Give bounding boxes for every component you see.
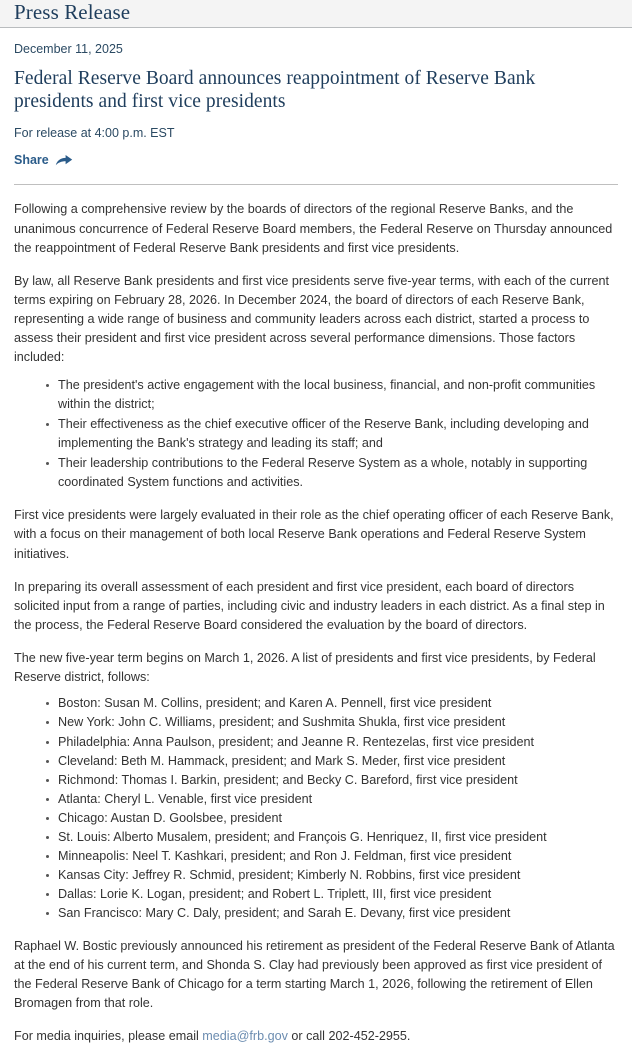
- list-item-atlanta: Atlanta: Cheryl L. Venable, first vice president: [46, 790, 618, 809]
- paragraph-assessment-process: In preparing its overall assessment of each president and first vice president, each board of directors solicited input from a range of parties, including civic and industry leaders in each district. As a final step in the process, the Federal Reserve Board considered the evaluation by the board of directors.: [14, 579, 605, 633]
- list-item-san-francisco: San Francisco: Mary C. Daly, president; and Sarah E. Devany, first vice president: [46, 904, 618, 923]
- article-headline: Federal Reserve Board announces reappointment of Reserve Bank presidents and first vice presidents: [14, 67, 536, 112]
- page-title: Press Release: [14, 0, 131, 24]
- paragraph-fvp-evaluation: First vice presidents were largely evaluated in their role as the chief operating officer of each Reserve Bank, with a focus on their management of both local Reserve Bank operations and Federal Reserve System initiatives.: [14, 508, 614, 561]
- list-item: The president's active engagement with the local business, financial, and non-profit communities within the district;: [46, 376, 618, 414]
- list-item-new-york: New York: John C. Williams, president; and Sushmita Shukla, first vice president: [46, 713, 618, 732]
- list-item-st-louis: St. Louis: Alberto Musalem, president; and François G. Henriquez, II, first vice president: [46, 828, 618, 847]
- district-appointments-list: [14, 694, 618, 922]
- media-suffix-text: or call 202-452-2955.: [287, 1029, 411, 1044]
- share-button[interactable]: [14, 154, 73, 167]
- list-item-chicago: Chicago: Austan D. Goolsbee, president: [46, 809, 618, 828]
- paragraph-new-term: The new five-year term begins on March 1, 2026. A list of presidents and first vice presidents, by Federal Reserve district, follows:: [14, 651, 596, 685]
- share-arrow-icon: [55, 154, 73, 167]
- list-item-boston: Boston: Susan M. Collins, president; and Karen A. Pennell, first vice president: [46, 694, 618, 713]
- list-item: Their effectiveness as the chief executive officer of the Reserve Bank, including developing and implementing the Bank's strategy and leading its staff; and: [46, 415, 618, 453]
- list-item-dallas: Dallas: Lorie K. Logan, president; and Robert L. Triplett, III, first vice president: [46, 885, 618, 904]
- release-date: December 11, 2025: [14, 42, 123, 56]
- page-header: [0, 0, 632, 28]
- media-prefix-text: For media inquiries, please email: [14, 1029, 203, 1044]
- assessment-factors-list: [14, 376, 618, 493]
- bottom-spacer: [14, 1046, 618, 1064]
- paragraph-terms: By law, all Reserve Bank presidents and first vice presidents serve five-year terms, with each of the current terms expiring on February 28, 2026. In December 2024, the board of directors of each Reserve Bank, representing a wide range of business and community leaders across each district, started a process to assess their president and first vice president across several performance dimensions. Those factors included:: [14, 273, 609, 365]
- share-label: Share: [14, 153, 49, 168]
- section-divider: [14, 184, 618, 185]
- list-item-minneapolis: Minneapolis: Neel T. Kashkari, president; and Ron J. Feldman, first vice president: [46, 847, 618, 866]
- article-body: [14, 200, 618, 1046]
- list-item-cleveland: Cleveland: Beth M. Hammack, president; and Mark S. Meder, first vice president: [46, 752, 618, 771]
- list-item-philadelphia: Philadelphia: Anna Paulson, president; and Jeanne R. Rentezelas, first vice president: [46, 733, 618, 752]
- list-item-richmond: Richmond: Thomas I. Barkin, president; and Becky C. Bareford, first vice president: [46, 771, 618, 790]
- paragraph-media-inquiries: [14, 1027, 618, 1046]
- paragraph-intro: Following a comprehensive review by the boards of directors of the regional Reserve Banks, and the unanimous concurrence of Federal Reserve Board members, the Federal Reserve on Thursday announced the reappointment of Federal Reserve Bank presidents and first vice presidents.: [14, 202, 613, 255]
- article-container: [0, 40, 632, 1064]
- list-item-kansas-city: Kansas City: Jeffrey R. Schmid, president; Kimberly N. Robbins, first vice president: [46, 866, 618, 885]
- media-email-link[interactable]: media@frb.gov: [202, 1029, 288, 1044]
- paragraph-bostic-clay: Raphael W. Bostic previously announced his retirement as president of the Federal Reserve Bank of Atlanta at the end of his current term, and Shonda S. Clay had previously been approved as first vice president of the Federal Reserve Bank of Chicago for a term starting March 1, 2026, following the retirement of Ellen Bromagen from that role.: [14, 938, 615, 1011]
- release-time: For release at 4:00 p.m. EST: [14, 126, 175, 141]
- list-item: Their leadership contributions to the Federal Reserve System as a whole, notably in supporting coordinated System functions and activities.: [46, 454, 618, 492]
